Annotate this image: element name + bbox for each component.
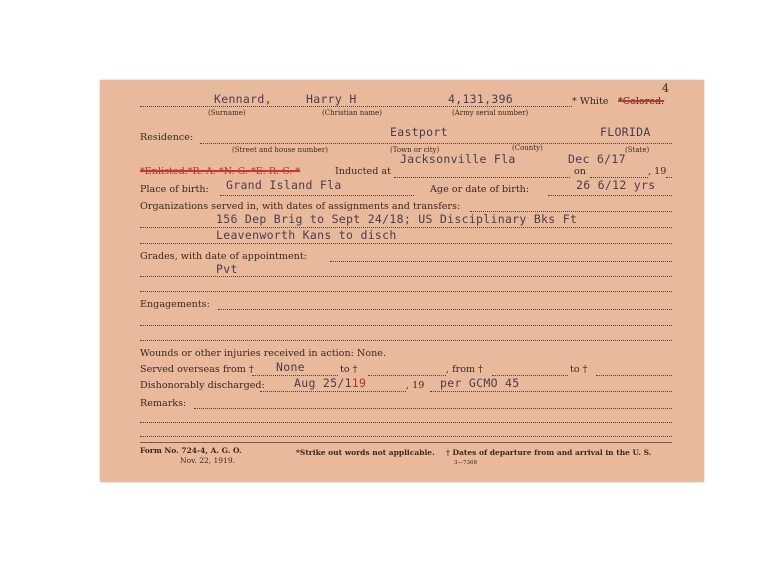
birth-place: Grand Island Fla xyxy=(226,178,342,192)
age-label: Age or date of birth: xyxy=(430,184,530,195)
organizations-label: Organizations served in, with dates of assignments and transfers: xyxy=(140,201,461,212)
footer-rule xyxy=(140,442,672,443)
caption-county: (County) xyxy=(512,144,543,152)
caption-street: (Street and house number) xyxy=(232,146,328,154)
inducted-date: Dec 6/17 xyxy=(568,152,626,166)
discharge-label: Dishonorably discharged: xyxy=(140,380,265,391)
overseas-from: , from † xyxy=(446,364,483,375)
card-number: 4 xyxy=(662,82,669,95)
overseas-to2: to † xyxy=(570,364,588,375)
enlisted-struck: *Enlisted.*R. A. *N. G. *E. R. C. * xyxy=(140,166,301,177)
caption-serial: (Army serial number) xyxy=(452,109,529,117)
wounds-label: Wounds or other injuries received in action: None. xyxy=(140,348,386,359)
organizations-line1: 156 Dep Brig to Sept 24/18; US Disciplinary Bks Ft xyxy=(216,212,578,226)
serial-number-value: 4,131,396 xyxy=(448,92,514,106)
residence-state: FLORIDA xyxy=(600,125,651,139)
service-card xyxy=(100,80,704,482)
surname-value: Kennard, xyxy=(214,92,272,106)
caption-christian-name: (Christian name) xyxy=(322,109,382,117)
organizations-line2: Leavenworth Kans to disch xyxy=(216,228,397,242)
inducted-place: Jacksonville Fla xyxy=(400,152,516,166)
print-code: 3—7368 xyxy=(454,460,477,466)
caption-state: (State) xyxy=(625,146,650,154)
residence-town: Eastport xyxy=(390,125,448,139)
caption-town: (Town or city) xyxy=(390,146,440,154)
caption-surname: (Surname) xyxy=(208,109,246,117)
on-label: on xyxy=(574,166,586,177)
dagger-note: † Dates of departure from and arrival in the U. S. xyxy=(446,448,652,457)
engagements-label: Engagements: xyxy=(140,299,210,310)
overseas-label: Served overseas from † xyxy=(140,364,254,375)
age-value: 26 6/12 yrs xyxy=(576,178,656,192)
birth-label: Place of birth: xyxy=(140,184,209,195)
christian-name-value: Harry H xyxy=(306,92,357,106)
overseas-to: to † xyxy=(340,364,358,375)
grades-label: Grades, with date of appointment: xyxy=(140,251,307,262)
discharge-order: per GCMO 45 xyxy=(440,376,520,390)
discharge-date: Aug 25/119 xyxy=(294,376,367,390)
form-date: Nov. 22, 1919. xyxy=(180,456,235,465)
remarks-label: Remarks: xyxy=(140,398,187,409)
overseas-value: None xyxy=(276,360,305,374)
discharge-year: , 19 xyxy=(406,380,425,391)
inducted-year: , 19 xyxy=(648,166,667,177)
race-colored: *Colored. xyxy=(618,96,665,107)
strike-note: *Strike out words not applicable. xyxy=(296,448,435,457)
grades-value: Pvt xyxy=(216,262,238,276)
race-white: * White xyxy=(572,96,609,107)
residence-label: Residence: xyxy=(140,132,194,143)
inducted-label: Inducted at xyxy=(335,166,391,177)
form-number: Form No. 724-4, A. G. O. xyxy=(140,446,242,455)
discharge-date-correction: 19 xyxy=(351,376,367,390)
